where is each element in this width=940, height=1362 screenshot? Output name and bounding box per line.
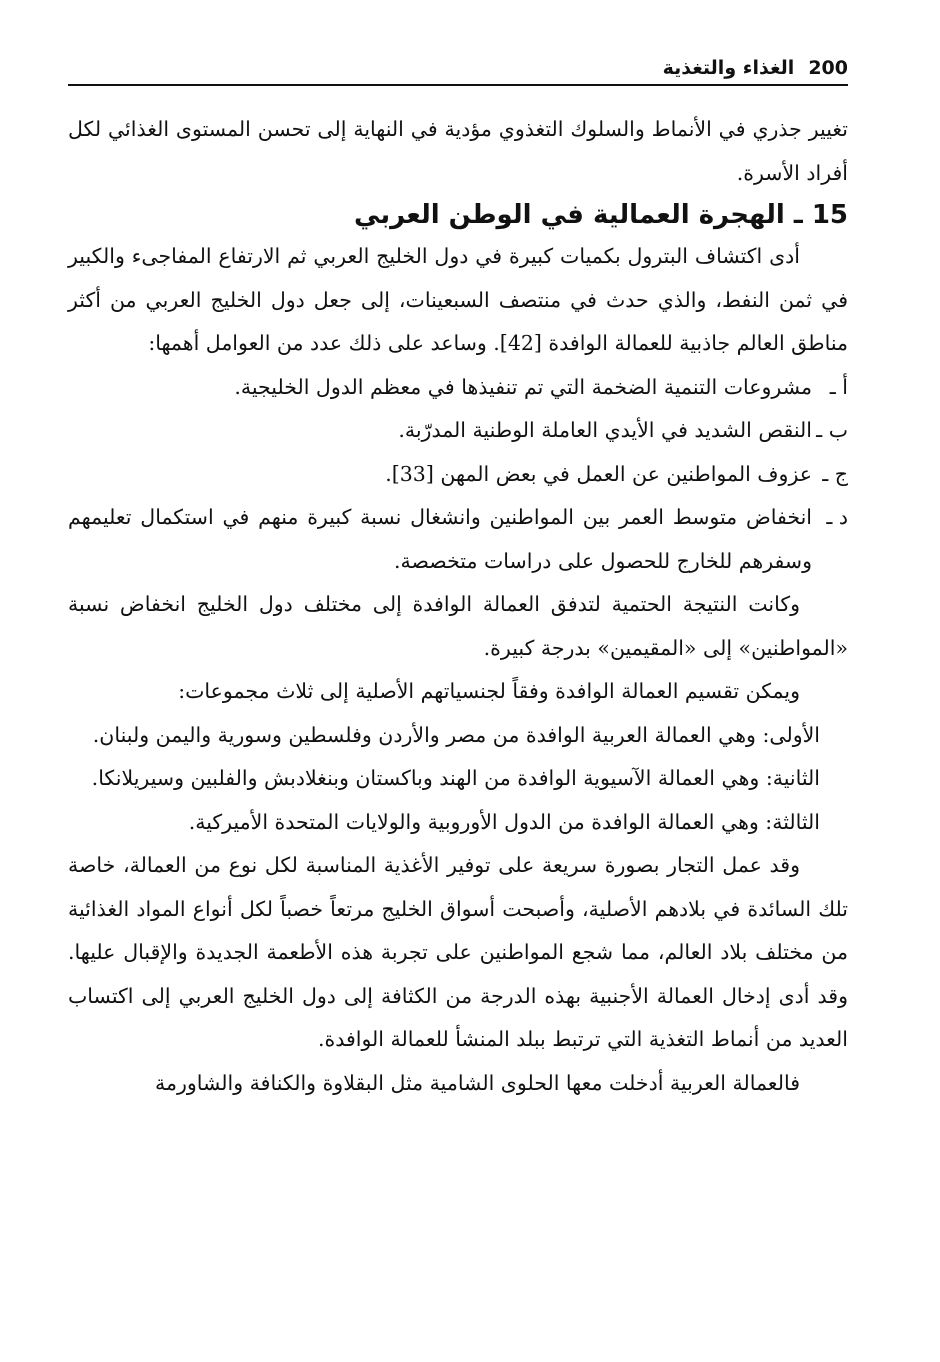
list-item-text: انخفاض متوسط العمر بين المواطنين وانشغال نسبة كبيرة منهم في استكمال تعليمهم وسفرهم للخارج للحصول على دراسات متخصصة. (68, 505, 812, 573)
paragraph: أدى اكتشاف البترول بكميات كبيرة في دول الخليج العربي ثم الارتفاع المفاجىء والكبير في ثمن النفط، والذي حدث في منتصف السبعينات، إلى جعل دول الخليج العربي من أكثر مناطق العالم جاذبية للعمالة الوافدة [42]. وساعد على ذلك عدد من العوامل أهمها: (68, 244, 848, 355)
paragraph: ويمكن تقسيم العمالة الوافدة وفقاً لجنسياتهم الأصلية إلى ثلاث مجموعات: (178, 679, 800, 703)
list-marker: أ ـ (829, 374, 848, 399)
list-item (68, 453, 848, 497)
list-item-text: النقص الشديد في الأيدي العاملة الوطنية المدرّبة. (398, 418, 812, 442)
list-item-text: عزوف المواطنين عن العمل في بعض المهن [33]. (385, 461, 812, 486)
page-body (68, 108, 848, 1105)
running-title: الغذاء والتغذية (662, 57, 795, 79)
group-item: الأولى: وهي العمالة العربية الوافدة من مصر والأردن وفلسطين وسورية واليمن ولبنان. (92, 722, 820, 747)
list-marker: د ـ (826, 505, 848, 529)
list-item-text: مشروعات التنمية الضخمة التي تم تنفيذها في معظم الدول الخليجية. (234, 374, 812, 399)
list-marker: ج ـ (822, 461, 848, 486)
page-number: 200 (808, 57, 848, 79)
paragraph: تغيير جذري في الأنماط والسلوك التغذوي مؤدية في النهاية إلى تحسن المستوى الغذائي لكل أفراد الأسرة. (68, 117, 848, 185)
list-marker: ب ـ (816, 418, 848, 442)
group-item: الثانية: وهي العمالة الآسيوية الوافدة من الهند وباكستان وبنغلادبش والفلبين وسيريلانكا. (91, 766, 820, 790)
header-rule (68, 84, 848, 86)
section-heading: 15 ـ الهجرة العمالية في الوطن العربي (354, 200, 848, 230)
paragraph: فالعمالة العربية أدخلت معها الحلوى الشامية مثل البقلاوة والكنافة والشاورمة (155, 1070, 800, 1095)
list-item (68, 496, 848, 583)
paragraph: وكانت النتيجة الحتمية لتدفق العمالة الوافدة إلى مختلف دول الخليج انخفاض نسبة «المواطنين» إلى «المقيمين» بدرجة كبيرة. (68, 592, 848, 660)
paragraph: وقد عمل التجار بصورة سريعة على توفير الأغذية المناسبة لكل نوع من العمالة، خاصة تلك السائدة في بلادهم الأصلية، وأصبحت أسواق الخليج مرتعاً خصباً لكل أنواع المواد الغذائية من مختلف بلاد العالم، مما شجع المواطنين على تجربة هذه الأطعمة الجديدة والإقبال عليها. وقد أدى إدخال العمالة الأجنبية بهذه الدرجة من الكثافة إلى دول الخليج العربي إلى اكتساب العديد من أنماط التغذية التي ترتبط ببلد المنشأ للعمالة الوافدة. (68, 853, 848, 1051)
group-item: الثالثة: وهي العمالة الوافدة من الدول الأوروبية والولايات المتحدة الأميركية. (188, 809, 820, 834)
list-item (68, 366, 848, 410)
page-header (68, 52, 848, 84)
list-item (68, 409, 848, 453)
